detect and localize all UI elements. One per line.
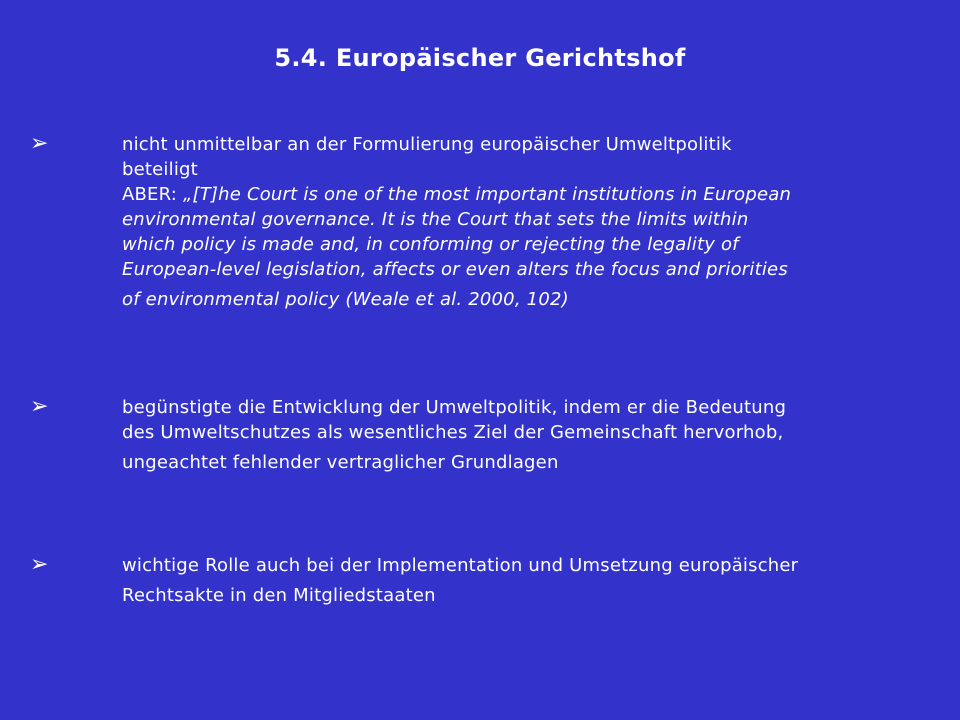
quote-line: which policy is made and, in conforming or rejecting the legality of	[122, 234, 739, 255]
quote-start: „[T]he Court is one of the most important institutions in European	[182, 184, 792, 205]
aber-prefix: ABER:	[122, 184, 183, 205]
arrow-bullet-icon: ➢	[30, 552, 49, 577]
bullet-text	[122, 132, 922, 312]
quote-line: European-level legislation, affects or even alters the focus and priorities	[122, 259, 788, 280]
arrow-bullet-icon: ➢	[30, 131, 49, 156]
quote-line: environmental governance. It is the Court that sets the limits within	[122, 209, 749, 230]
bullet-text	[122, 553, 922, 608]
bullet-text	[122, 395, 922, 475]
slide-title: 5.4. Europäischer Gerichtshof	[274, 44, 686, 72]
bullet-line: ungeachtet fehlender vertraglicher Grundlagen	[122, 452, 559, 473]
arrow-bullet-icon: ➢	[30, 394, 49, 419]
bullet-line: wichtige Rolle auch bei der Implementation und Umsetzung europäischer	[122, 555, 799, 576]
bullet-line: beteiligt	[122, 159, 198, 180]
bullet-line: Rechtsakte in den Mitgliedstaaten	[122, 585, 436, 606]
bullet-line: nicht unmittelbar an der Formulierung europäischer Umweltpolitik	[122, 134, 732, 155]
bullet-line: begünstigte die Entwicklung der Umweltpolitik, indem er die Bedeutung	[122, 397, 787, 418]
aber-line	[122, 182, 922, 207]
bullet-line: des Umweltschutzes als wesentliches Ziel der Gemeinschaft hervorhob,	[122, 422, 784, 443]
quote-citation: of environmental policy (Weale et al. 2000, 102)	[122, 289, 569, 310]
